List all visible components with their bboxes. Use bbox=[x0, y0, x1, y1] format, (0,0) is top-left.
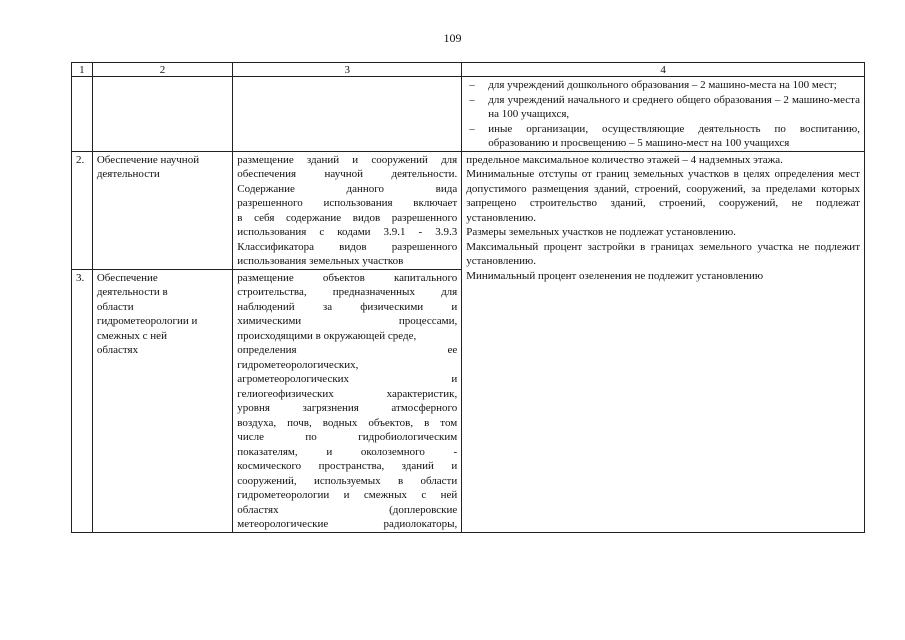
parking-requirements-cell bbox=[462, 77, 865, 152]
use-type-description: размещение зданий и сооружений для обеспечения научной деятельности. Содержание данного вида разрешенного использования включает в себя содержание видов разрешенного использования с кодами 3.9.1 - 3.9.3 Классификатора видов разрешенного использования земельных участков bbox=[233, 151, 462, 269]
header-cell-3: 3 bbox=[233, 63, 462, 77]
table-header-row bbox=[72, 63, 865, 77]
document-table bbox=[71, 62, 865, 533]
setbacks-text: Минимальные отступы от границ земельных участков в целях определения мест допустимого размещения зданий, строений, сооружений, за пределами которых запрещено строительство зданий, строений, сооружений, не подлежат установлению. bbox=[466, 168, 860, 224]
max-coverage-text: Максимальный процент застройки в границах земельного участка не подлежит установлению. bbox=[466, 240, 860, 267]
list-item: – для учреждений дошкольного образования – 2 машино-места на 100 мест; bbox=[466, 78, 860, 93]
use-type-description: размещение объектов капитального строительства, предназначенных для наблюдений за физическими и химическими процессами, происходящими в окружающей среде, определения ее гидрометеорологических, агрометеорологических и гелиогеофизических характеристик, уровня загрязнения атмосферного воздуха, почв, водных объектов, в том числе по гидробиологическим показателям, и околоземного - космического пространства, зданий и сооружений, используемых в области гидрометеорологии и смежных с ней областях (доплеровские метеорологические радиолокаторы, bbox=[233, 269, 462, 532]
page-number: 109 bbox=[443, 31, 462, 45]
min-greening-text: Минимальный процент озеленения не подлежит установлению bbox=[466, 269, 764, 282]
row-number: 2. bbox=[72, 151, 93, 269]
list-item: – для учреждений начального и среднего общего образования – 2 машино-места на 100 учащихся, bbox=[466, 93, 860, 122]
plot-sizes-text: Размеры земельных участков не подлежат установлению. bbox=[466, 226, 736, 238]
continuation-row bbox=[72, 77, 865, 152]
use-type-name: Обеспечение деятельности в области гидрометеорологии и смежных с ней областях bbox=[92, 269, 232, 532]
table-row bbox=[72, 151, 865, 269]
parameters-cell bbox=[462, 151, 865, 532]
header-cell-2: 2 bbox=[92, 63, 232, 77]
header-cell-1: 1 bbox=[72, 63, 93, 77]
header-cell-4: 4 bbox=[462, 63, 865, 77]
max-floors-text: предельное максимальное количество этажей – 4 надземных этажа. bbox=[466, 153, 783, 166]
list-item: – иные организации, осуществляющие деятельность по воспитанию, образованию и просвещению – 5 машино-мест на 100 учащихся bbox=[466, 122, 860, 151]
parking-requirements-list bbox=[466, 78, 860, 151]
row-number: 3. bbox=[72, 269, 93, 532]
use-type-name: Обеспечение научной деятельности bbox=[92, 151, 232, 269]
